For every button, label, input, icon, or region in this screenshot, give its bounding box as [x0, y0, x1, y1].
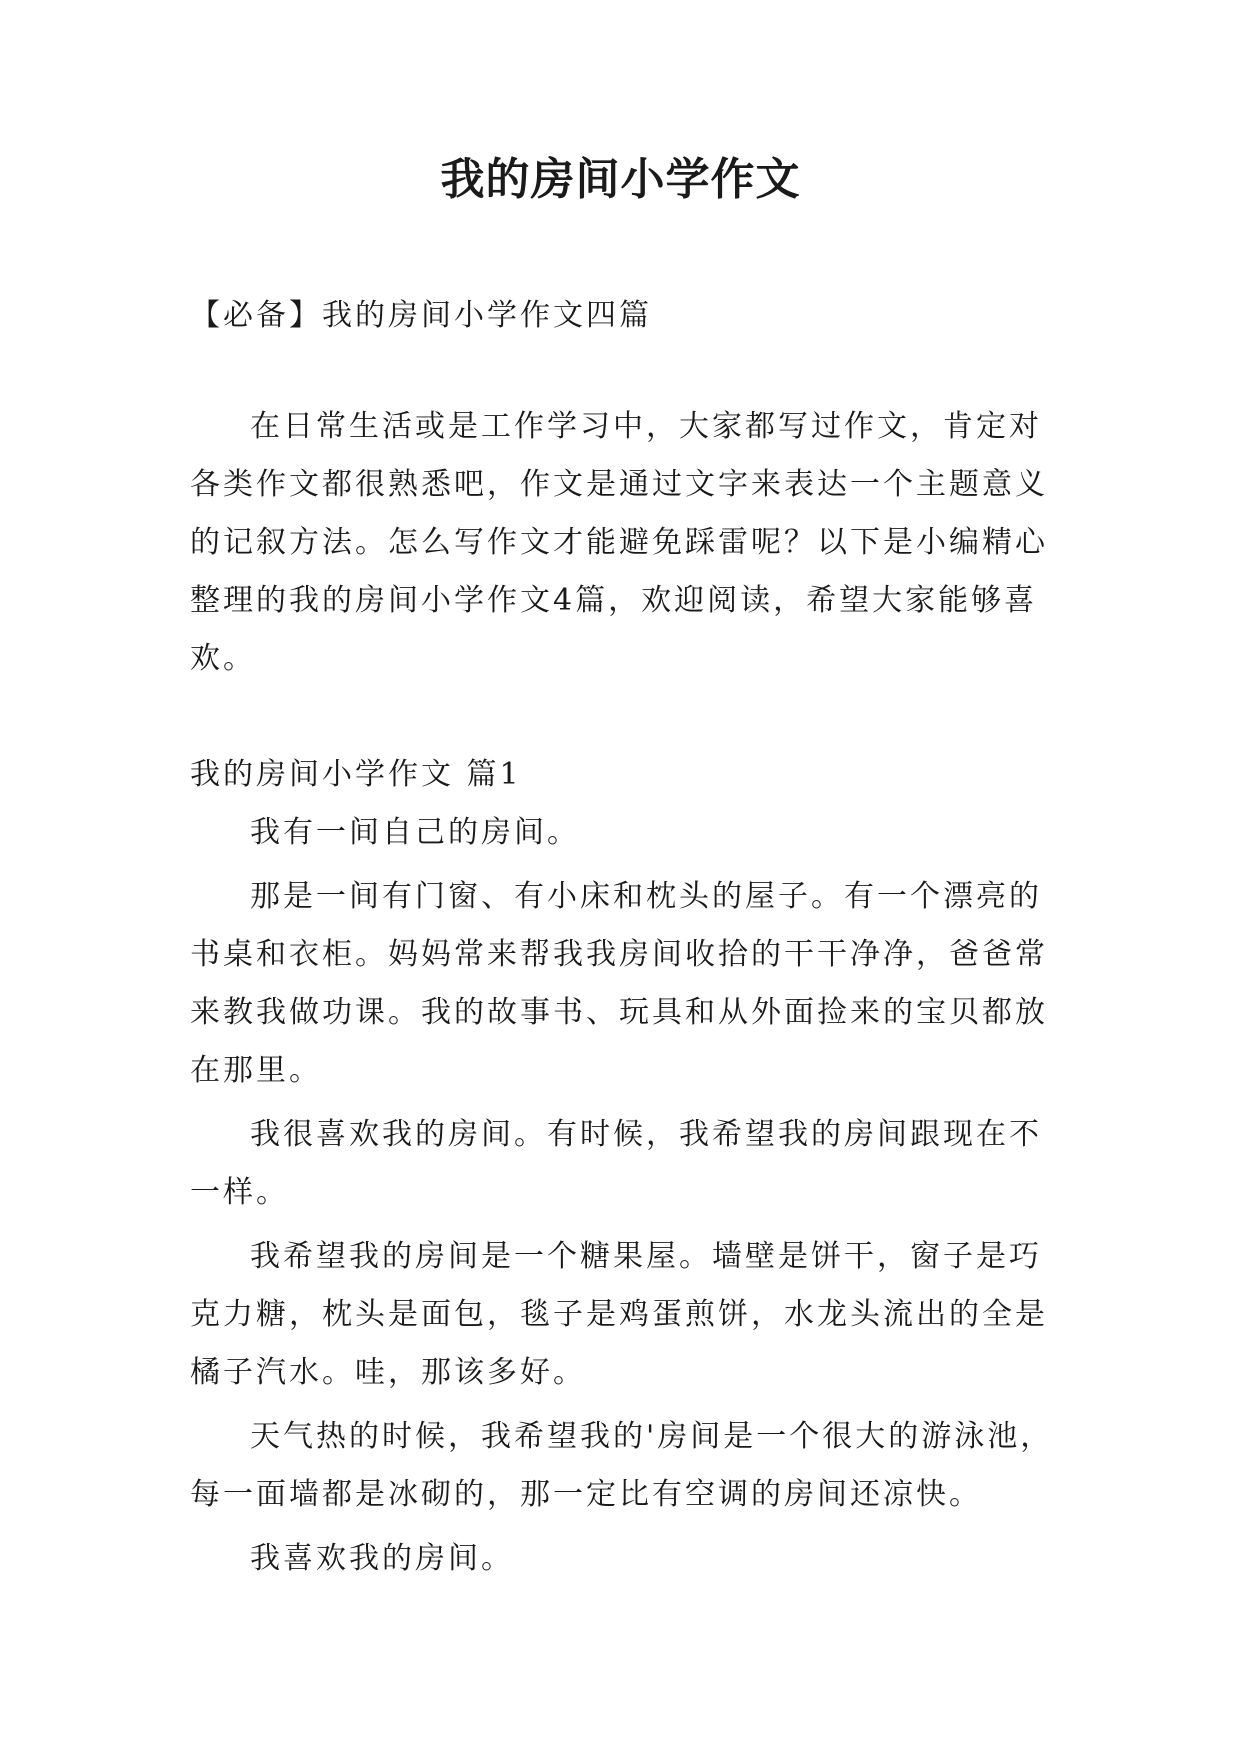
section-heading: 我的房间小学作文 篇1 [190, 757, 522, 792]
essay-paragraph: 我有一间自己的房间。 [250, 815, 580, 850]
essay-paragraph: 我很喜欢我的房间。有时候，我希望我的房间跟现在不一样。 [190, 1117, 1042, 1210]
document-title: 我的房间小学作文 [440, 154, 801, 205]
document-body [190, 287, 1070, 1588]
essay-paragraph: 我希望我的房间是一个糖果屋。墙壁是饼干，窗子是巧克力糖，枕头是面包，毯子是鸡蛋煎饼，水龙头流出的全是橘子汽水。哇，那该多好。 [190, 1239, 1048, 1390]
essay-paragraph: 我喜欢我的房间。 [250, 1541, 514, 1576]
essay-paragraph: 天气热的时候，我希望我的'房间是一个很大的游泳池，每一面墙都是冰砌的，那一定比有空调的房间还凉快。 [190, 1419, 1054, 1512]
document-subtitle: 【必备】我的房间小学作文四篇 [190, 298, 652, 333]
intro-paragraph: 在日常生活或是工作学习中，大家都写过作文，肯定对各类作文都很熟悉吧，作文是通过文字来表达一个主题意义的记叙方法。怎么写作文才能避免踩雷呢？以下是小编精心整理的我的房间小学作文4篇，欢迎阅读，希望大家能够喜欢。 [190, 409, 1048, 676]
essay-paragraph: 那是一间有门窗、有小床和枕头的屋子。有一个漂亮的书桌和衣柜。妈妈常来帮我我房间收拾的干干净净，爸爸常来教我做功课。我的故事书、玩具和从外面捡来的宝贝都放在那里。 [190, 879, 1048, 1088]
